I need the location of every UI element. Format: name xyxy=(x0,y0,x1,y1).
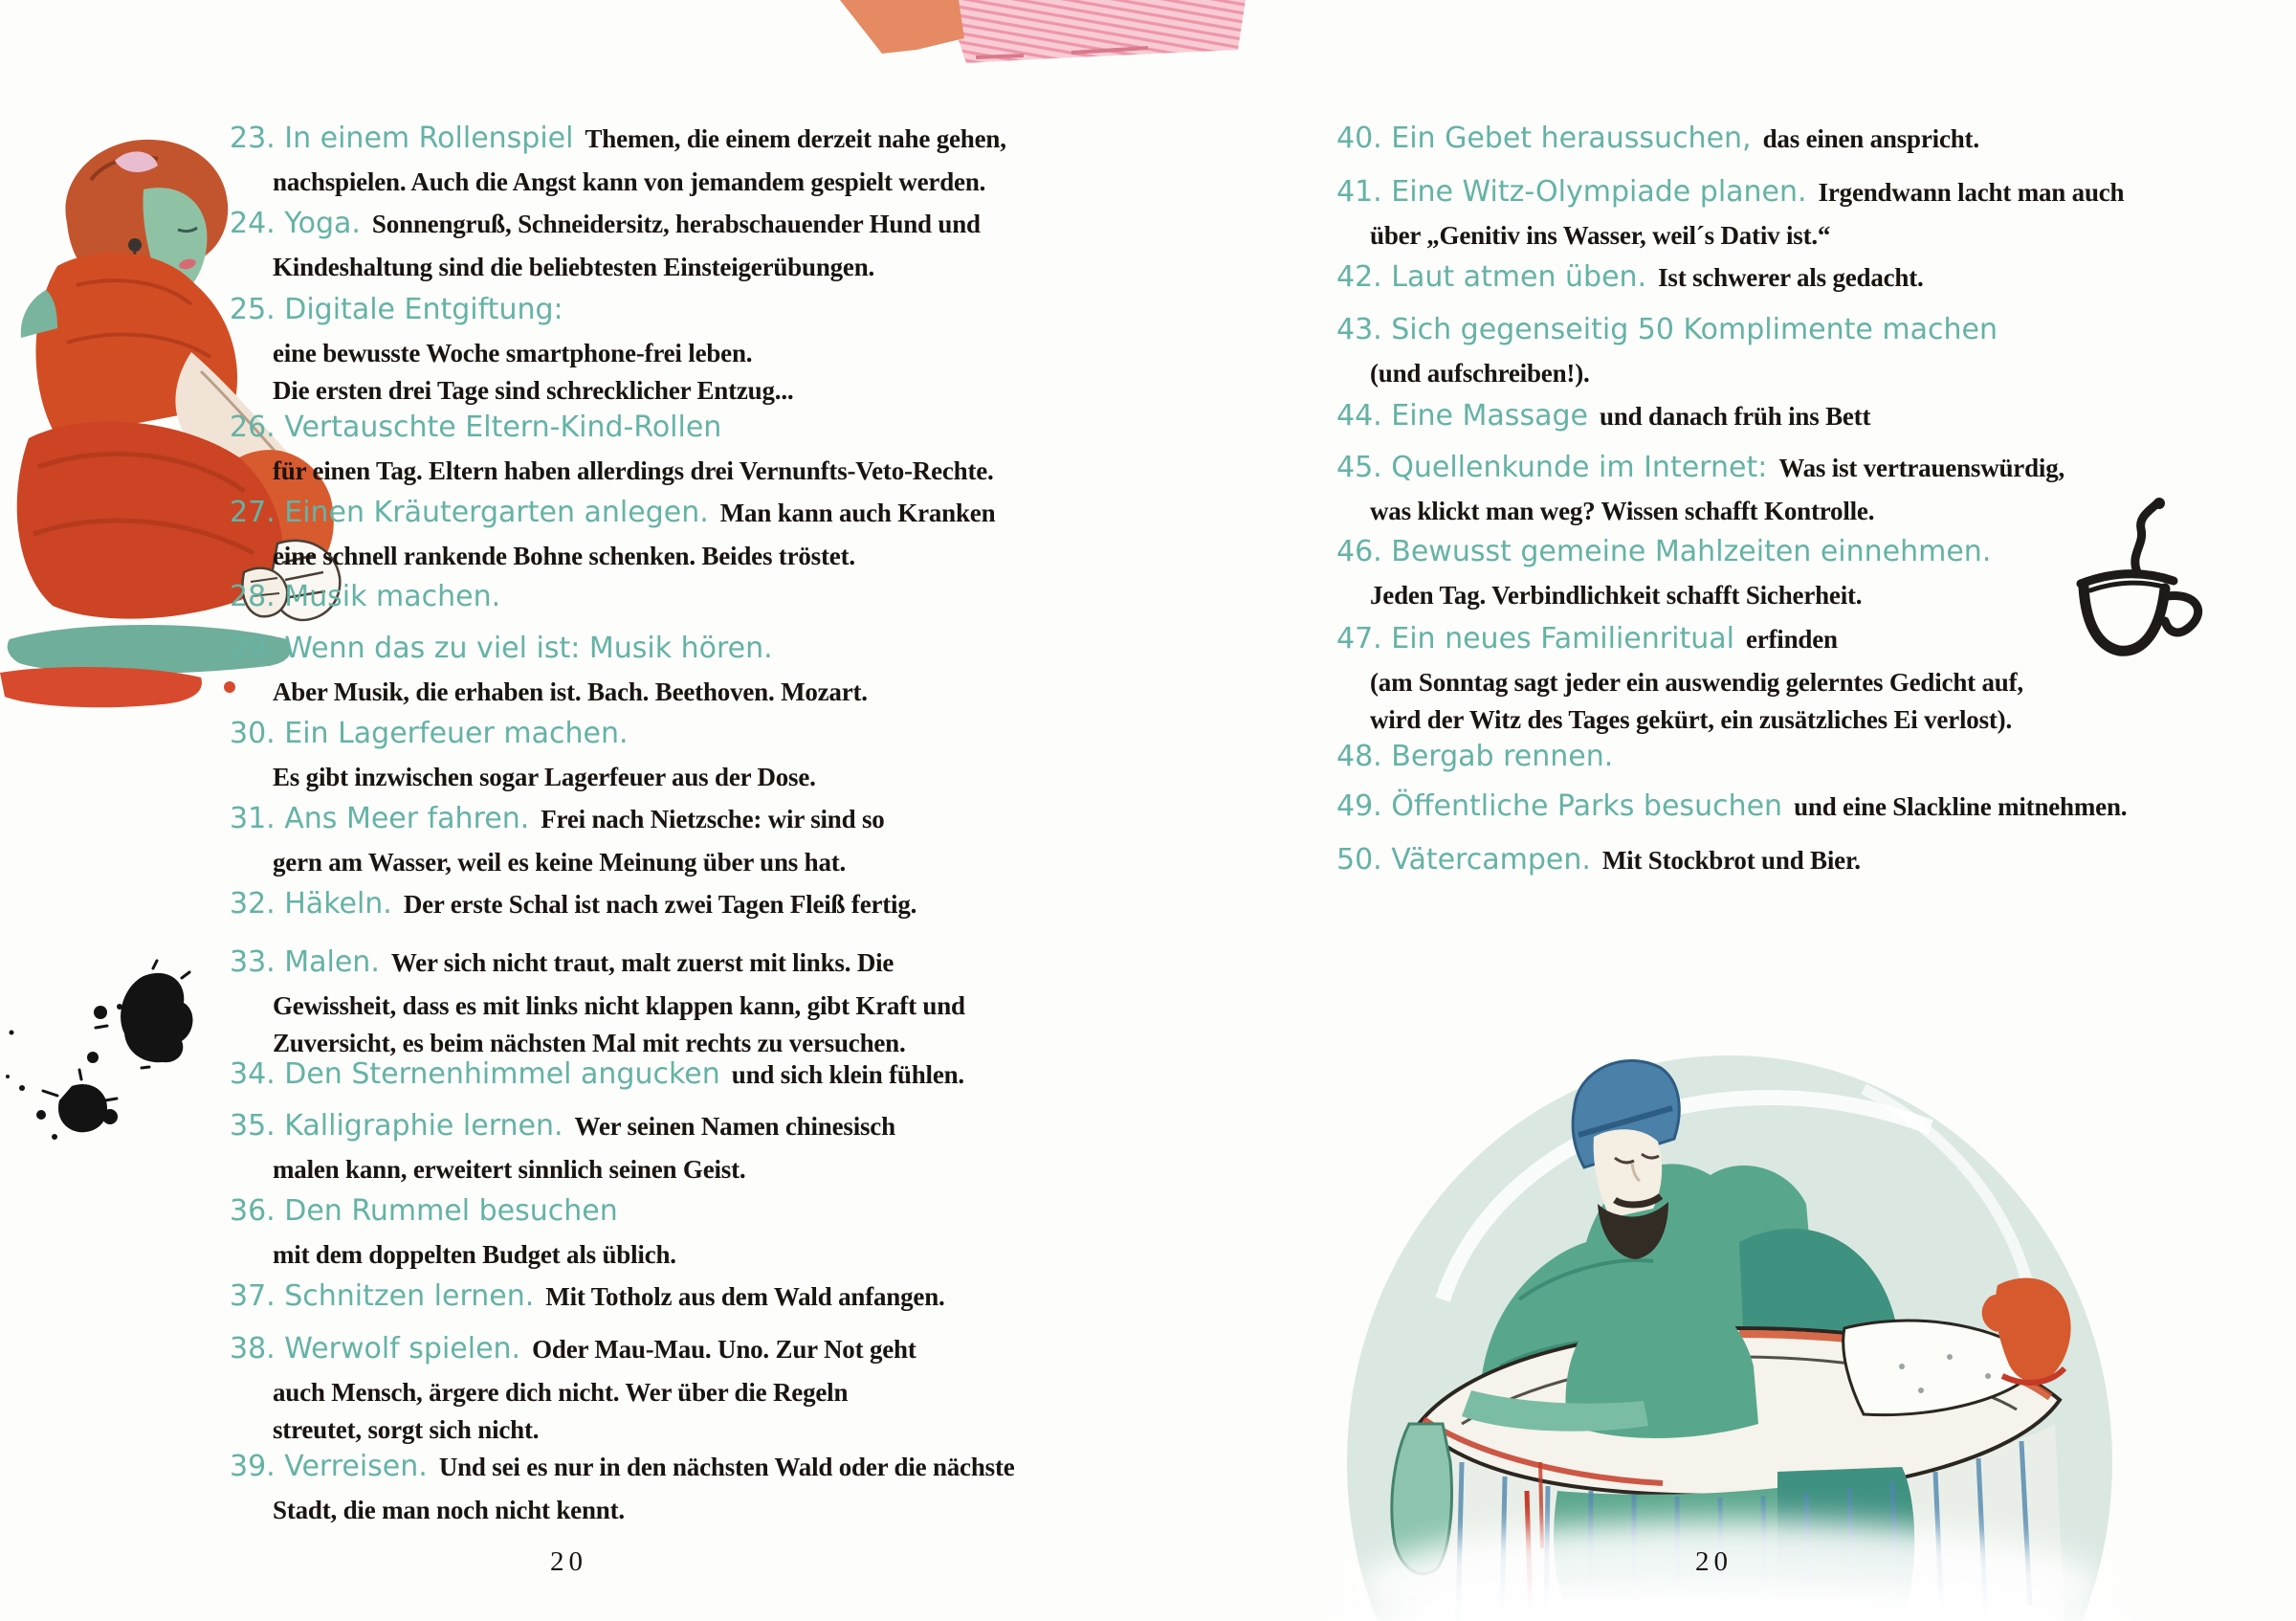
item-text-line: über „Genitiv ins Wasser, weil´s Dativ ist.“ xyxy=(1370,221,1831,250)
item-number-title: 30. Ein Lagerfeuer machen. xyxy=(230,717,629,750)
item-text: und eine Slackline mitnehmen. xyxy=(1794,792,2128,821)
item-number-title: 33. Malen. xyxy=(230,945,380,979)
item-text: und danach früh ins Bett xyxy=(1599,402,1871,431)
item-text: Themen, die einem derzeit nahe gehen, xyxy=(585,124,1006,153)
item-number-title: 48. Bergab rennen. xyxy=(1336,740,1614,773)
item-text-line: wird der Witz des Tages gekürt, ein zusätzliches Ei verlost). xyxy=(1370,705,2013,734)
item-number-title: 36. Den Rummel besuchen xyxy=(230,1194,618,1228)
item-number-title: 35. Kalligraphie lernen. xyxy=(230,1109,563,1143)
item-text-line: streutet, sorgt sich nicht. xyxy=(273,1415,540,1444)
item-number-title: 46. Bewusst gemeine Mahlzeiten einnehmen. xyxy=(1336,535,1992,568)
item-number-title: 41. Eine Witz-Olympiade planen. xyxy=(1336,175,1807,209)
item-number-title: 32. Häkeln. xyxy=(230,887,392,921)
list-item xyxy=(1336,617,2023,741)
item-text: Wer seinen Namen chinesisch xyxy=(574,1112,895,1141)
item-number-title: 39. Verreisen. xyxy=(230,1450,428,1483)
item-text: Ist schwerer als gedacht. xyxy=(1658,263,1924,292)
item-number-title: 49. Öffentliche Parks besuchen xyxy=(1336,789,1783,823)
list-item xyxy=(1336,170,2124,256)
list-item xyxy=(230,1327,916,1451)
item-text-line: Gewissheit, dass es mit links nicht klappen kann, gibt Kraft und xyxy=(273,991,965,1020)
item-text-line: was klickt man weg? Wissen schafft Kontrolle. xyxy=(1370,497,1875,525)
list-item xyxy=(230,491,995,577)
list-item xyxy=(230,627,868,713)
item-text-line: gern am Wasser, weil es keine Meinung über uns hat. xyxy=(273,848,847,877)
item-text-line: eine schnell rankende Bohne schenken. Beides tröstet. xyxy=(273,542,855,570)
item-text: Sonnengruß, Schneidersitz, herabschauender Hund und xyxy=(371,210,981,238)
item-text: und sich klein fühlen. xyxy=(731,1060,964,1089)
item-number-title: 40. Ein Gebet heraussuchen, xyxy=(1336,122,1752,155)
item-number-title: 45. Quellenkunde im Internet: xyxy=(1336,451,1768,484)
item-text-line: Die ersten drei Tage sind schrecklicher Entzug... xyxy=(273,376,794,405)
item-text: Mit Stockbrot und Bier. xyxy=(1601,846,1861,875)
list-item xyxy=(1336,446,2064,532)
list-item xyxy=(230,1053,964,1101)
coffee-cup-icon xyxy=(2038,493,2229,684)
item-text: erfinden xyxy=(1745,625,1838,654)
item-number-title: 44. Eine Massage xyxy=(1336,399,1588,433)
item-number-title: 47. Ein neues Familienritual xyxy=(1336,622,1734,655)
item-text: Und sei es nur in den nächsten Wald oder die nächste xyxy=(438,1453,1015,1481)
list-item xyxy=(1336,838,1861,887)
list-item xyxy=(1336,735,1613,784)
item-number-title: 50. Vätercampen. xyxy=(1336,843,1591,877)
list-item xyxy=(230,941,965,1064)
item-text-line: für einen Tag. Eltern haben allerdings drei Vernunfts-Veto-Rechte. xyxy=(273,456,994,485)
left-page-number: 20 xyxy=(550,1546,587,1577)
item-text: Wer sich nicht traut, malt zuerst mit links. Die xyxy=(390,948,894,977)
item-text-line: (und aufschreiben!). xyxy=(1370,359,1590,388)
item-text: das einen anspricht. xyxy=(1762,124,1979,153)
item-number-title: 23. In einem Rollenspiel xyxy=(230,122,574,155)
list-item xyxy=(230,406,994,492)
item-number-title: 37. Schnitzen lernen. xyxy=(230,1279,535,1313)
list-item xyxy=(230,1104,895,1190)
list-item xyxy=(230,1275,945,1323)
list-item xyxy=(230,117,1006,203)
list-item xyxy=(1336,394,1870,443)
item-text: Was ist vertrauenswürdig, xyxy=(1778,454,2065,482)
item-text: Man kann auch Kranken xyxy=(719,499,996,527)
item-number-title: 28. Musik machen. xyxy=(230,580,501,613)
ice-bath-man-illustration xyxy=(1328,1012,2136,1621)
item-text-line: mit dem doppelten Budget als üblich. xyxy=(273,1240,676,1269)
item-text-line: Jeden Tag. Verbindlichkeit schafft Sicherheit. xyxy=(1370,581,1863,610)
pink-crayon-smudge-illustration xyxy=(832,0,1253,86)
item-text-line: Aber Musik, die erhaben ist. Bach. Beethoven. Mozart. xyxy=(273,677,868,706)
list-item xyxy=(230,797,885,883)
item-text-line: Es gibt inzwischen sogar Lagerfeuer aus der Dose. xyxy=(273,763,816,791)
item-text-line: malen kann, erweitert sinnlich seinen Geist. xyxy=(273,1155,746,1184)
item-text-line: Kindeshaltung sind die beliebtesten Einsteigerübungen. xyxy=(273,253,875,281)
item-text-line: Stadt, die man noch nicht kennt. xyxy=(273,1496,625,1524)
list-item xyxy=(230,202,981,288)
item-number-title: 34. Den Sternenhimmel angucken xyxy=(230,1057,720,1091)
list-item xyxy=(230,882,916,931)
item-text-line: auch Mensch, ärgere dich nicht. Wer über die Regeln xyxy=(273,1378,849,1407)
item-text: Der erste Schal ist nach zwei Tagen Fleiß fertig. xyxy=(403,890,917,919)
item-number-title: 26. Vertauschte Eltern-Kind-Rollen xyxy=(230,411,722,444)
item-text-line: (am Sonntag sagt jeder ein auswendig gelerntes Gedicht auf, xyxy=(1370,668,2023,697)
item-number-title: 29. Wenn das zu viel ist: Musik hören. xyxy=(230,632,773,665)
item-number-title: 43. Sich gegenseitig 50 Komplimente machen xyxy=(1336,313,1998,346)
item-text-line: eine bewusste Woche smartphone-frei leben. xyxy=(273,339,753,367)
item-number-title: 27. Einen Kräutergarten anlegen. xyxy=(230,496,709,529)
right-page-number: 20 xyxy=(1695,1546,1733,1577)
item-text-line: nachspielen. Auch die Angst kann von jemandem gespielt werden. xyxy=(273,167,986,196)
list-item xyxy=(1336,785,2127,833)
item-text: Oder Mau-Mau. Uno. Zur Not geht xyxy=(532,1335,916,1364)
item-number-title: 31. Ans Meer fahren. xyxy=(230,802,530,835)
list-item xyxy=(230,1189,676,1276)
list-item xyxy=(1336,530,1991,616)
item-text: Frei nach Nietzsche: wir sind so xyxy=(541,805,885,833)
list-item xyxy=(230,1445,1015,1531)
list-item xyxy=(230,288,793,411)
ink-splatter-illustration xyxy=(0,957,210,1167)
item-text: Irgendwann lacht man auch xyxy=(1818,178,2125,207)
list-item xyxy=(1336,308,1998,394)
item-text: Mit Totholz aus dem Wald anfangen. xyxy=(545,1282,945,1311)
list-item xyxy=(1336,117,1979,166)
list-item xyxy=(230,575,500,624)
item-number-title: 25. Digitale Entgiftung: xyxy=(230,293,563,326)
list-item xyxy=(230,712,816,798)
item-number-title: 24. Yoga. xyxy=(230,207,361,240)
list-item xyxy=(1336,255,1924,304)
item-number-title: 38. Werwolf spielen. xyxy=(230,1332,521,1366)
item-text-line: Zuversicht, es beim nächsten Mal mit rechts zu versuchen. xyxy=(273,1029,906,1057)
item-number-title: 42. Laut atmen üben. xyxy=(1336,260,1647,294)
